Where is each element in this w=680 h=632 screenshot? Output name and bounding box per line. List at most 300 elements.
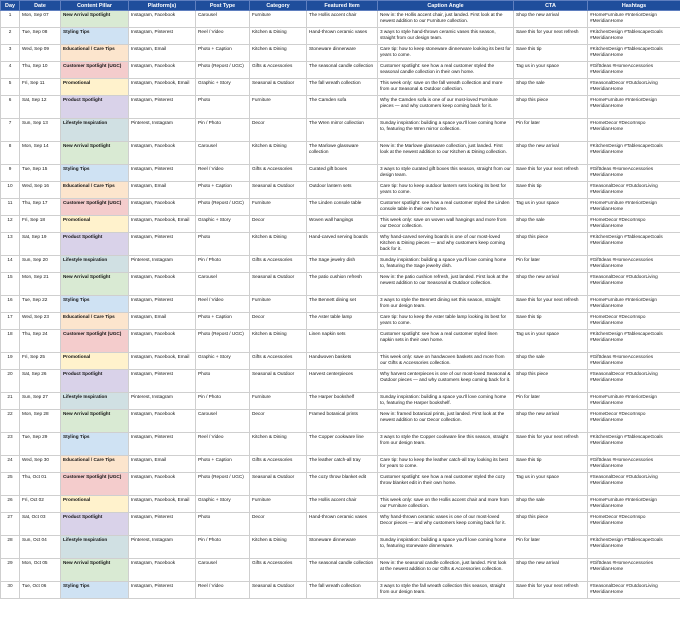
hashtags-cell[interactable]: #GiftIdeas #HomeAccessories #MeridianHome: [588, 165, 680, 182]
featured-item-cell[interactable]: The Hollis accent chair: [307, 496, 378, 513]
featured-item-cell[interactable]: The Copper cookware line: [307, 433, 378, 456]
content-pillar-cell[interactable]: Styling Tips: [61, 296, 129, 313]
post-type-cell[interactable]: Photo + Caption: [196, 182, 250, 199]
hashtags-cell[interactable]: #HomeFurniture #InteriorDesign #MeridianHome: [588, 496, 680, 513]
featured-item-cell[interactable]: Handwoven baskets: [307, 353, 378, 370]
hashtags-cell[interactable]: #HomeFurniture #InteriorDesign #MeridianHome: [588, 393, 680, 410]
content-pillar-cell[interactable]: Promotional: [61, 353, 129, 370]
cta-cell[interactable]: Pin for later: [514, 119, 588, 142]
date-cell[interactable]: Sun, Sep 13: [20, 119, 61, 142]
category-cell[interactable]: Furniture: [250, 296, 307, 313]
featured-item-cell[interactable]: Hand-thrown ceramic vases: [307, 513, 378, 536]
date-cell[interactable]: Mon, Sep 14: [20, 142, 61, 165]
content-pillar-cell[interactable]: New Arrival Spotlight: [61, 410, 129, 433]
hashtags-cell[interactable]: #GiftIdeas #HomeAccessories #MeridianHome: [588, 559, 680, 582]
category-cell[interactable]: Decor: [250, 313, 307, 330]
content-pillar-cell[interactable]: New Arrival Spotlight: [61, 142, 129, 165]
content-pillar-cell[interactable]: Educational / Care Tips: [61, 45, 129, 62]
cta-cell[interactable]: Save this for your next refresh: [514, 296, 588, 313]
featured-item-cell[interactable]: Woven wall hangings: [307, 216, 378, 233]
featured-item-cell[interactable]: Stoneware dinnerware: [307, 536, 378, 559]
cta-cell[interactable]: Save this for your next refresh: [514, 165, 588, 182]
platforms-cell[interactable]: Pinterest, Instagram: [129, 393, 196, 410]
date-cell[interactable]: Thu, Sep 10: [20, 62, 61, 79]
cta-cell[interactable]: Tag us in your space: [514, 62, 588, 79]
day-cell[interactable]: 3: [1, 45, 20, 62]
post-type-cell[interactable]: Carousel: [196, 559, 250, 582]
column-header-day[interactable]: Day: [1, 1, 20, 11]
post-type-cell[interactable]: Carousel: [196, 142, 250, 165]
day-cell[interactable]: 12: [1, 216, 20, 233]
platforms-cell[interactable]: Instagram, Email: [129, 45, 196, 62]
category-cell[interactable]: Furniture: [250, 11, 307, 28]
content-pillar-cell[interactable]: Product Spotlight: [61, 513, 129, 536]
caption-angle-cell[interactable]: New in: the Hollis accent chair, just landed. First look at the newest addition to our Furniture collection.: [378, 11, 514, 28]
category-cell[interactable]: Gifts & Accessories: [250, 62, 307, 79]
featured-item-cell[interactable]: Framed botanical prints: [307, 410, 378, 433]
content-pillar-cell[interactable]: Styling Tips: [61, 582, 129, 599]
cta-cell[interactable]: Shop the new arrival: [514, 11, 588, 28]
caption-angle-cell[interactable]: Why harvest centerpieces is one of our most-loved Seasonal & Outdoor pieces — and why customers keep coming back for it.: [378, 370, 514, 393]
day-cell[interactable]: 6: [1, 96, 20, 119]
post-type-cell[interactable]: Photo + Caption: [196, 45, 250, 62]
post-type-cell[interactable]: Photo (Repost / UGC): [196, 199, 250, 216]
date-cell[interactable]: Thu, Oct 01: [20, 473, 61, 496]
post-type-cell[interactable]: Graphic + Story: [196, 216, 250, 233]
content-pillar-cell[interactable]: Customer Spotlight (UGC): [61, 330, 129, 353]
platforms-cell[interactable]: Instagram, Pinterest: [129, 582, 196, 599]
post-type-cell[interactable]: Graphic + Story: [196, 496, 250, 513]
column-header-date[interactable]: Date: [20, 1, 61, 11]
hashtags-cell[interactable]: #KitchenDesign #TablescapeGoals #MeridianHome: [588, 433, 680, 456]
cta-cell[interactable]: Shop the new arrival: [514, 559, 588, 582]
hashtags-cell[interactable]: #HomeFurniture #InteriorDesign #MeridianHome: [588, 96, 680, 119]
platforms-cell[interactable]: Instagram, Facebook: [129, 473, 196, 496]
platforms-cell[interactable]: Instagram, Email: [129, 456, 196, 473]
platforms-cell[interactable]: Instagram, Facebook: [129, 559, 196, 582]
date-cell[interactable]: Tue, Sep 15: [20, 165, 61, 182]
day-cell[interactable]: 9: [1, 165, 20, 182]
date-cell[interactable]: Wed, Sep 16: [20, 182, 61, 199]
caption-angle-cell[interactable]: New in: the seasonal candle collection, just landed. First look at the newest addition to our Gifts & Accessories collection.: [378, 559, 514, 582]
day-cell[interactable]: 8: [1, 142, 20, 165]
hashtags-cell[interactable]: #KitchenDesign #TablescapeGoals #MeridianHome: [588, 536, 680, 559]
featured-item-cell[interactable]: The seasonal candle collection: [307, 559, 378, 582]
post-type-cell[interactable]: Photo: [196, 233, 250, 256]
platforms-cell[interactable]: Instagram, Pinterest: [129, 370, 196, 393]
day-cell[interactable]: 28: [1, 536, 20, 559]
featured-item-cell[interactable]: Hand-thrown ceramic vases: [307, 28, 378, 45]
post-type-cell[interactable]: Pin / Photo: [196, 256, 250, 273]
category-cell[interactable]: Seasonal & Outdoor: [250, 79, 307, 96]
post-type-cell[interactable]: Graphic + Story: [196, 79, 250, 96]
category-cell[interactable]: Gifts & Accessories: [250, 165, 307, 182]
featured-item-cell[interactable]: The fall wreath collection: [307, 582, 378, 599]
date-cell[interactable]: Thu, Sep 17: [20, 199, 61, 216]
cta-cell[interactable]: Save this tip: [514, 45, 588, 62]
platforms-cell[interactable]: Pinterest, Instagram: [129, 536, 196, 559]
hashtags-cell[interactable]: #HomeDecor #DecorInspo #MeridianHome: [588, 313, 680, 330]
content-pillar-cell[interactable]: Product Spotlight: [61, 370, 129, 393]
column-header-category[interactable]: Category: [250, 1, 307, 11]
date-cell[interactable]: Tue, Sep 08: [20, 28, 61, 45]
day-cell[interactable]: 19: [1, 353, 20, 370]
date-cell[interactable]: Mon, Sep 28: [20, 410, 61, 433]
post-type-cell[interactable]: Photo: [196, 96, 250, 119]
content-pillar-cell[interactable]: Styling Tips: [61, 28, 129, 45]
cta-cell[interactable]: Pin for later: [514, 256, 588, 273]
day-cell[interactable]: 5: [1, 79, 20, 96]
hashtags-cell[interactable]: #GiftIdeas #HomeAccessories #MeridianHome: [588, 62, 680, 79]
hashtags-cell[interactable]: #HomeDecor #DecorInspo #MeridianHome: [588, 410, 680, 433]
featured-item-cell[interactable]: The Marlowe glassware collection: [307, 142, 378, 165]
category-cell[interactable]: Seasonal & Outdoor: [250, 273, 307, 296]
featured-item-cell[interactable]: The Harper bookshelf: [307, 393, 378, 410]
day-cell[interactable]: 16: [1, 296, 20, 313]
category-cell[interactable]: Furniture: [250, 96, 307, 119]
platforms-cell[interactable]: Instagram, Facebook: [129, 199, 196, 216]
cta-cell[interactable]: Shop the sale: [514, 496, 588, 513]
platforms-cell[interactable]: Instagram, Pinterest: [129, 433, 196, 456]
day-cell[interactable]: 21: [1, 393, 20, 410]
category-cell[interactable]: Decor: [250, 119, 307, 142]
hashtags-cell[interactable]: #KitchenDesign #TablescapeGoals #MeridianHome: [588, 142, 680, 165]
platforms-cell[interactable]: Instagram, Pinterest: [129, 233, 196, 256]
content-pillar-cell[interactable]: New Arrival Spotlight: [61, 273, 129, 296]
category-cell[interactable]: Kitchen & Dining: [250, 233, 307, 256]
content-pillar-cell[interactable]: Customer Spotlight (UGC): [61, 62, 129, 79]
hashtags-cell[interactable]: #HomeFurniture #InteriorDesign #MeridianHome: [588, 296, 680, 313]
caption-angle-cell[interactable]: 3 ways to style curated gift boxes this season, straight from our design team.: [378, 165, 514, 182]
category-cell[interactable]: Kitchen & Dining: [250, 28, 307, 45]
category-cell[interactable]: Gifts & Accessories: [250, 456, 307, 473]
content-pillar-cell[interactable]: Lifestyle Inspiration: [61, 119, 129, 142]
day-cell[interactable]: 15: [1, 273, 20, 296]
date-cell[interactable]: Fri, Sep 18: [20, 216, 61, 233]
content-pillar-cell[interactable]: Promotional: [61, 79, 129, 96]
caption-angle-cell[interactable]: This week only: save on woven wall hangings and more from our Decor collection.: [378, 216, 514, 233]
platforms-cell[interactable]: Pinterest, Instagram: [129, 256, 196, 273]
content-pillar-cell[interactable]: Customer Spotlight (UGC): [61, 473, 129, 496]
platforms-cell[interactable]: Instagram, Pinterest: [129, 96, 196, 119]
platforms-cell[interactable]: Instagram, Pinterest: [129, 513, 196, 536]
date-cell[interactable]: Fri, Sep 11: [20, 79, 61, 96]
column-header-platforms[interactable]: Platform(s): [129, 1, 196, 11]
caption-angle-cell[interactable]: Why hand-carved serving boards is one of our most-loved Kitchen & Dining pieces — and why customers keep coming back for it.: [378, 233, 514, 256]
content-pillar-cell[interactable]: New Arrival Spotlight: [61, 559, 129, 582]
column-header-hashtags[interactable]: Hashtags: [588, 1, 680, 11]
hashtags-cell[interactable]: #SeasonalDecor #OutdoorLiving #MeridianHome: [588, 273, 680, 296]
platforms-cell[interactable]: Instagram, Pinterest: [129, 296, 196, 313]
caption-angle-cell[interactable]: Sunday inspiration: building a space you'll love coming home to, featuring the Sage jewelry dish.: [378, 256, 514, 273]
category-cell[interactable]: Kitchen & Dining: [250, 142, 307, 165]
featured-item-cell[interactable]: The patio cushion refresh: [307, 273, 378, 296]
platforms-cell[interactable]: Instagram, Facebook: [129, 11, 196, 28]
caption-angle-cell[interactable]: New in: framed botanical prints, just landed. First look at the newest addition to our Decor collection.: [378, 410, 514, 433]
platforms-cell[interactable]: Instagram, Facebook, Email: [129, 496, 196, 513]
day-cell[interactable]: 25: [1, 473, 20, 496]
date-cell[interactable]: Sun, Sep 27: [20, 393, 61, 410]
category-cell[interactable]: Seasonal & Outdoor: [250, 182, 307, 199]
caption-angle-cell[interactable]: Care tip: how to keep the Aster table lamp looking its best for years to come.: [378, 313, 514, 330]
featured-item-cell[interactable]: The Camden sofa: [307, 96, 378, 119]
caption-angle-cell[interactable]: This week only: save on handwoven baskets and more from our Gifts & Accessories collection.: [378, 353, 514, 370]
post-type-cell[interactable]: Photo: [196, 370, 250, 393]
content-pillar-cell[interactable]: Product Spotlight: [61, 233, 129, 256]
platforms-cell[interactable]: Instagram, Email: [129, 182, 196, 199]
content-pillar-cell[interactable]: Promotional: [61, 496, 129, 513]
day-cell[interactable]: 30: [1, 582, 20, 599]
date-cell[interactable]: Wed, Sep 09: [20, 45, 61, 62]
hashtags-cell[interactable]: #HomeFurniture #InteriorDesign #MeridianHome: [588, 11, 680, 28]
date-cell[interactable]: Mon, Sep 21: [20, 273, 61, 296]
column-header-cta[interactable]: CTA: [514, 1, 588, 11]
post-type-cell[interactable]: Photo + Caption: [196, 456, 250, 473]
featured-item-cell[interactable]: The Aster table lamp: [307, 313, 378, 330]
day-cell[interactable]: 29: [1, 559, 20, 582]
platforms-cell[interactable]: Instagram, Facebook: [129, 330, 196, 353]
column-header-post-type[interactable]: Post Type: [196, 1, 250, 11]
category-cell[interactable]: Kitchen & Dining: [250, 330, 307, 353]
featured-item-cell[interactable]: The leather catch-all tray: [307, 456, 378, 473]
post-type-cell[interactable]: Photo + Caption: [196, 313, 250, 330]
post-type-cell[interactable]: Photo (Repost / UGC): [196, 330, 250, 353]
day-cell[interactable]: 7: [1, 119, 20, 142]
caption-angle-cell[interactable]: This week only: save on the fall wreath collection and more from our Seasonal & Outdoor collection.: [378, 79, 514, 96]
category-cell[interactable]: Decor: [250, 410, 307, 433]
featured-item-cell[interactable]: Hand-carved serving boards: [307, 233, 378, 256]
caption-angle-cell[interactable]: Why the Camden sofa is one of our most-loved Furniture pieces — and why customers keep coming back for it.: [378, 96, 514, 119]
hashtags-cell[interactable]: #GiftIdeas #HomeAccessories #MeridianHome: [588, 256, 680, 273]
featured-item-cell[interactable]: Linen napkin sets: [307, 330, 378, 353]
day-cell[interactable]: 17: [1, 313, 20, 330]
platforms-cell[interactable]: Instagram, Facebook: [129, 410, 196, 433]
day-cell[interactable]: 20: [1, 370, 20, 393]
date-cell[interactable]: Wed, Sep 23: [20, 313, 61, 330]
date-cell[interactable]: Sat, Oct 03: [20, 513, 61, 536]
cta-cell[interactable]: Shop the sale: [514, 79, 588, 96]
caption-angle-cell[interactable]: Customer spotlight: see how a real customer styled linen napkin sets in their own home.: [378, 330, 514, 353]
post-type-cell[interactable]: Carousel: [196, 273, 250, 296]
hashtags-cell[interactable]: #HomeFurniture #InteriorDesign #MeridianHome: [588, 199, 680, 216]
cta-cell[interactable]: Save this tip: [514, 456, 588, 473]
date-cell[interactable]: Sun, Oct 04: [20, 536, 61, 559]
hashtags-cell[interactable]: #SeasonalDecor #OutdoorLiving #MeridianHome: [588, 370, 680, 393]
cta-cell[interactable]: Shop this piece: [514, 513, 588, 536]
caption-angle-cell[interactable]: 3 ways to style hand-thrown ceramic vases this season, straight from our design team.: [378, 28, 514, 45]
cta-cell[interactable]: Shop the new arrival: [514, 273, 588, 296]
cta-cell[interactable]: Tag us in your space: [514, 330, 588, 353]
post-type-cell[interactable]: Reel / Video: [196, 165, 250, 182]
day-cell[interactable]: 27: [1, 513, 20, 536]
featured-item-cell[interactable]: The cozy throw blanket edit: [307, 473, 378, 496]
content-pillar-cell[interactable]: Lifestyle Inspiration: [61, 256, 129, 273]
caption-angle-cell[interactable]: 3 ways to style the Bennett dining set this season, straight from our design team.: [378, 296, 514, 313]
date-cell[interactable]: Sat, Sep 12: [20, 96, 61, 119]
content-pillar-cell[interactable]: Lifestyle Inspiration: [61, 536, 129, 559]
platforms-cell[interactable]: Instagram, Facebook, Email: [129, 79, 196, 96]
platforms-cell[interactable]: Pinterest, Instagram: [129, 119, 196, 142]
category-cell[interactable]: Decor: [250, 513, 307, 536]
featured-item-cell[interactable]: Harvest centerpieces: [307, 370, 378, 393]
day-cell[interactable]: 11: [1, 199, 20, 216]
category-cell[interactable]: Furniture: [250, 199, 307, 216]
hashtags-cell[interactable]: #SeasonalDecor #OutdoorLiving #MeridianHome: [588, 182, 680, 199]
column-header-content-pillar[interactable]: Content Pillar: [61, 1, 129, 11]
date-cell[interactable]: Mon, Sep 07: [20, 11, 61, 28]
caption-angle-cell[interactable]: Care tip: how to keep stoneware dinnerware looking its best for years to come.: [378, 45, 514, 62]
day-cell[interactable]: 14: [1, 256, 20, 273]
day-cell[interactable]: 10: [1, 182, 20, 199]
date-cell[interactable]: Tue, Sep 22: [20, 296, 61, 313]
day-cell[interactable]: 23: [1, 433, 20, 456]
post-type-cell[interactable]: Pin / Photo: [196, 536, 250, 559]
featured-item-cell[interactable]: Curated gift boxes: [307, 165, 378, 182]
cta-cell[interactable]: Save this for your next refresh: [514, 433, 588, 456]
post-type-cell[interactable]: Carousel: [196, 410, 250, 433]
platforms-cell[interactable]: Instagram, Pinterest: [129, 165, 196, 182]
date-cell[interactable]: Sat, Sep 19: [20, 233, 61, 256]
featured-item-cell[interactable]: The seasonal candle collection: [307, 62, 378, 79]
cta-cell[interactable]: Shop this piece: [514, 96, 588, 119]
content-pillar-cell[interactable]: New Arrival Spotlight: [61, 11, 129, 28]
post-type-cell[interactable]: Photo: [196, 513, 250, 536]
platforms-cell[interactable]: Instagram, Pinterest: [129, 28, 196, 45]
cta-cell[interactable]: Save this for your next refresh: [514, 28, 588, 45]
column-header-featured-item[interactable]: Featured Item: [307, 1, 378, 11]
caption-angle-cell[interactable]: 3 ways to style the fall wreath collection this season, straight from our design team.: [378, 582, 514, 599]
day-cell[interactable]: 2: [1, 28, 20, 45]
day-cell[interactable]: 26: [1, 496, 20, 513]
day-cell[interactable]: 18: [1, 330, 20, 353]
content-pillar-cell[interactable]: Educational / Care Tips: [61, 456, 129, 473]
date-cell[interactable]: Tue, Oct 06: [20, 582, 61, 599]
cta-cell[interactable]: Tag us in your space: [514, 473, 588, 496]
caption-angle-cell[interactable]: Customer spotlight: see how a real customer styled the Linden console table in their own home.: [378, 199, 514, 216]
cta-cell[interactable]: Shop the sale: [514, 216, 588, 233]
category-cell[interactable]: Furniture: [250, 393, 307, 410]
date-cell[interactable]: Fri, Oct 02: [20, 496, 61, 513]
category-cell[interactable]: Seasonal & Outdoor: [250, 582, 307, 599]
caption-angle-cell[interactable]: Sunday inspiration: building a space you'll love coming home to, featuring the Harper bookshelf.: [378, 393, 514, 410]
platforms-cell[interactable]: Instagram, Facebook: [129, 142, 196, 165]
featured-item-cell[interactable]: The Linden console table: [307, 199, 378, 216]
platforms-cell[interactable]: Instagram, Facebook: [129, 273, 196, 296]
caption-angle-cell[interactable]: Sunday inspiration: building a space you'll love coming home to, featuring the Wren mirror collection.: [378, 119, 514, 142]
hashtags-cell[interactable]: #GiftIdeas #HomeAccessories #MeridianHome: [588, 353, 680, 370]
platforms-cell[interactable]: Instagram, Email: [129, 313, 196, 330]
day-cell[interactable]: 4: [1, 62, 20, 79]
platforms-cell[interactable]: Instagram, Facebook: [129, 62, 196, 79]
category-cell[interactable]: Gifts & Accessories: [250, 353, 307, 370]
featured-item-cell[interactable]: The Sage jewelry dish: [307, 256, 378, 273]
date-cell[interactable]: Sun, Sep 20: [20, 256, 61, 273]
hashtags-cell[interactable]: #KitchenDesign #TablescapeGoals #MeridianHome: [588, 330, 680, 353]
category-cell[interactable]: Seasonal & Outdoor: [250, 473, 307, 496]
platforms-cell[interactable]: Instagram, Facebook, Email: [129, 353, 196, 370]
category-cell[interactable]: Furniture: [250, 496, 307, 513]
hashtags-cell[interactable]: #SeasonalDecor #OutdoorLiving #MeridianHome: [588, 79, 680, 96]
category-cell[interactable]: Kitchen & Dining: [250, 536, 307, 559]
cta-cell[interactable]: Shop this piece: [514, 233, 588, 256]
date-cell[interactable]: Sat, Sep 26: [20, 370, 61, 393]
column-header-caption-angle[interactable]: Caption Angle: [378, 1, 514, 11]
hashtags-cell[interactable]: #HomeDecor #DecorInspo #MeridianHome: [588, 119, 680, 142]
caption-angle-cell[interactable]: 3 ways to style the Copper cookware line this season, straight from our design team.: [378, 433, 514, 456]
day-cell[interactable]: 13: [1, 233, 20, 256]
content-pillar-cell[interactable]: Educational / Care Tips: [61, 313, 129, 330]
post-type-cell[interactable]: Photo (Repost / UGC): [196, 473, 250, 496]
content-pillar-cell[interactable]: Lifestyle Inspiration: [61, 393, 129, 410]
cta-cell[interactable]: Shop the sale: [514, 353, 588, 370]
caption-angle-cell[interactable]: New in: the patio cushion refresh, just landed. First look at the newest addition to our Seasonal & Outdoor collection.: [378, 273, 514, 296]
caption-angle-cell[interactable]: Customer spotlight: see how a real customer styled the seasonal candle collection in their own home.: [378, 62, 514, 79]
featured-item-cell[interactable]: Stoneware dinnerware: [307, 45, 378, 62]
category-cell[interactable]: Kitchen & Dining: [250, 45, 307, 62]
hashtags-cell[interactable]: #SeasonalDecor #OutdoorLiving #MeridianHome: [588, 473, 680, 496]
day-cell[interactable]: 22: [1, 410, 20, 433]
cta-cell[interactable]: Pin for later: [514, 393, 588, 410]
hashtags-cell[interactable]: #HomeDecor #DecorInspo #MeridianHome: [588, 216, 680, 233]
category-cell[interactable]: Kitchen & Dining: [250, 433, 307, 456]
hashtags-cell[interactable]: #KitchenDesign #TablescapeGoals #MeridianHome: [588, 28, 680, 45]
caption-angle-cell[interactable]: Care tip: how to keep the leather catch-all tray looking its best for years to come.: [378, 456, 514, 473]
content-pillar-cell[interactable]: Promotional: [61, 216, 129, 233]
date-cell[interactable]: Tue, Sep 29: [20, 433, 61, 456]
featured-item-cell[interactable]: The Wren mirror collection: [307, 119, 378, 142]
date-cell[interactable]: Mon, Oct 05: [20, 559, 61, 582]
category-cell[interactable]: Decor: [250, 216, 307, 233]
caption-angle-cell[interactable]: Care tip: how to keep outdoor lantern sets looking its best for years to come.: [378, 182, 514, 199]
caption-angle-cell[interactable]: Why hand-thrown ceramic vases is one of our most-loved Decor pieces — and why customers keep coming back for it.: [378, 513, 514, 536]
post-type-cell[interactable]: Graphic + Story: [196, 353, 250, 370]
post-type-cell[interactable]: Pin / Photo: [196, 393, 250, 410]
date-cell[interactable]: Fri, Sep 25: [20, 353, 61, 370]
post-type-cell[interactable]: Pin / Photo: [196, 119, 250, 142]
content-pillar-cell[interactable]: Educational / Care Tips: [61, 182, 129, 199]
cta-cell[interactable]: Shop the new arrival: [514, 142, 588, 165]
hashtags-cell[interactable]: #GiftIdeas #HomeAccessories #MeridianHome: [588, 456, 680, 473]
content-pillar-cell[interactable]: Styling Tips: [61, 165, 129, 182]
post-type-cell[interactable]: Reel / Video: [196, 296, 250, 313]
caption-angle-cell[interactable]: Sunday inspiration: building a space you'll love coming home to, featuring stoneware dinnerware.: [378, 536, 514, 559]
post-type-cell[interactable]: Reel / Video: [196, 28, 250, 45]
cta-cell[interactable]: Shop the new arrival: [514, 410, 588, 433]
hashtags-cell[interactable]: #KitchenDesign #TablescapeGoals #MeridianHome: [588, 45, 680, 62]
caption-angle-cell[interactable]: Customer spotlight: see how a real customer styled the cozy throw blanket edit in their own home.: [378, 473, 514, 496]
post-type-cell[interactable]: Reel / Video: [196, 433, 250, 456]
cta-cell[interactable]: Shop this piece: [514, 370, 588, 393]
content-pillar-cell[interactable]: Product Spotlight: [61, 96, 129, 119]
content-pillar-cell[interactable]: Styling Tips: [61, 433, 129, 456]
post-type-cell[interactable]: Reel / Video: [196, 582, 250, 599]
hashtags-cell[interactable]: #SeasonalDecor #OutdoorLiving #MeridianHome: [588, 582, 680, 599]
featured-item-cell[interactable]: The fall wreath collection: [307, 79, 378, 96]
cta-cell[interactable]: Save this tip: [514, 182, 588, 199]
caption-angle-cell[interactable]: This week only: save on the Hollis accent chair and more from our Furniture collection.: [378, 496, 514, 513]
featured-item-cell[interactable]: The Bennett dining set: [307, 296, 378, 313]
content-pillar-cell[interactable]: Customer Spotlight (UGC): [61, 199, 129, 216]
category-cell[interactable]: Gifts & Accessories: [250, 559, 307, 582]
post-type-cell[interactable]: Carousel: [196, 11, 250, 28]
category-cell[interactable]: Seasonal & Outdoor: [250, 370, 307, 393]
cta-cell[interactable]: Pin for later: [514, 536, 588, 559]
featured-item-cell[interactable]: The Hollis accent chair: [307, 11, 378, 28]
caption-angle-cell[interactable]: New in: the Marlowe glassware collection, just landed. First look at the newest addition to our Kitchen & Dining collection.: [378, 142, 514, 165]
featured-item-cell[interactable]: Outdoor lantern sets: [307, 182, 378, 199]
hashtags-cell[interactable]: #KitchenDesign #TablescapeGoals #MeridianHome: [588, 233, 680, 256]
date-cell[interactable]: Thu, Sep 24: [20, 330, 61, 353]
